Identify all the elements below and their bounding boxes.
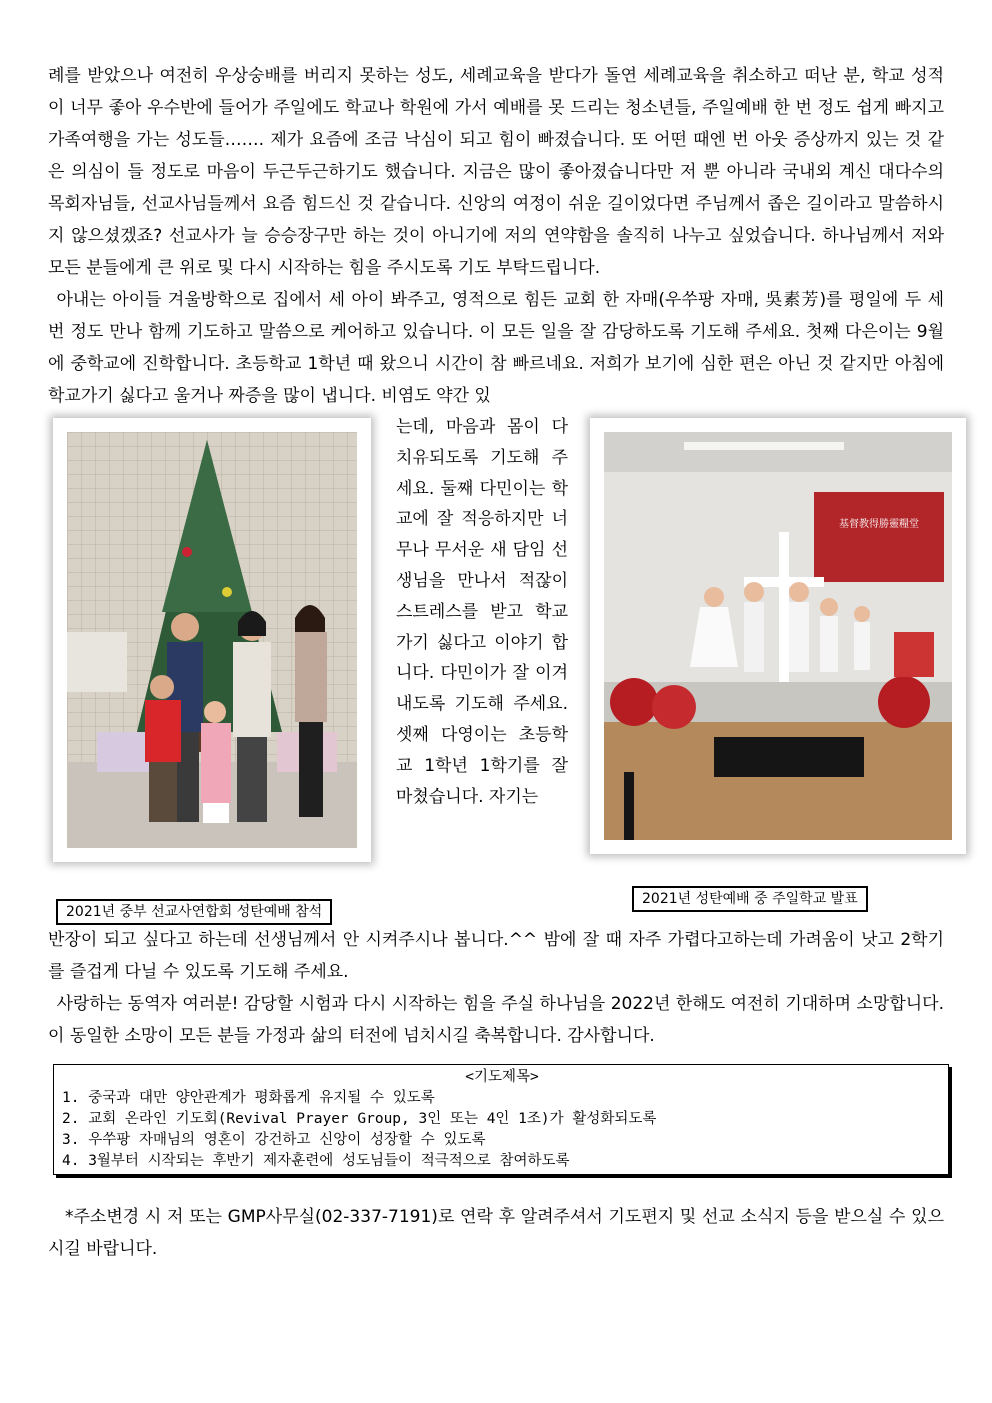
sunday-school-performance-photo xyxy=(590,418,966,854)
prayer-item: 3. 우쑤팡 자매님의 영혼이 강건하고 신앙이 성장할 수 있도록 xyxy=(62,1132,486,1148)
prayer-item: 1. 중국과 대만 양안관계가 평화롭게 유지될 수 있도록 xyxy=(62,1090,435,1106)
family-photo-image xyxy=(67,432,357,848)
letter-page xyxy=(48,60,944,1282)
paragraph-youngest: 반장이 되고 싶다고 하는데 선생님께서 안 시켜주시나 봅니다.^^ 밤에 잘 때 자주 가렵다고하는데 가려움이 낫고 2학기를 즐겁게 다닐 수 있도록 기도해 주세요. xyxy=(48,930,944,982)
performance-photo-image xyxy=(604,432,952,840)
left-photo-caption: 2021년 중부 선교사연합회 성탄예배 참석 xyxy=(56,899,332,925)
prayer-item: 4. 3월부터 시작되는 후반기 제자훈련에 성도님들이 적극적으로 참여하도록 xyxy=(62,1153,570,1169)
photo-section xyxy=(48,412,944,920)
screen-text: 基督教得勝靈糧堂 xyxy=(839,519,919,530)
prayer-title: <기도제목> xyxy=(465,1069,539,1085)
prayer-item: 2. 교회 온라인 기도회(Revival Prayer Group, 3인 또는 4인 1조)가 활성화되도록 xyxy=(62,1111,657,1127)
paragraph-children-prayer: 는데, 마음과 몸이 다 치유되도록 기도해 주세요. 둘째 다민이는 학교에 잘 적응하지만 너무나 무서운 새 담임 선생님을 만나서 적잖이 스트레스를 받고 학교가기 싫다고 이야기 합니다. 다민이가 잘 이겨내도록 기도해 주세요. 셋째 다영이는 초등학교 1학년 1학기를 잘 마쳤습니다. 자기는 xyxy=(396,417,568,807)
prayer-requests-box xyxy=(53,1064,949,1175)
address-change-notice: *주소변경 시 저 또는 GMP사무실(02-337-7191)로 연락 후 알려주셔서 기도편지 및 선교 소식지 등을 받으실 수 있으시길 바랍니다. xyxy=(48,1207,944,1259)
christmas-tree-family-photo xyxy=(53,418,371,862)
paragraph-closing: 사랑하는 동역자 여러분! 감당할 시험과 다시 시작하는 힘을 주실 하나님을 2022년 한해도 여전히 기대하며 소망합니다. 이 동일한 소망이 모든 분들 가정과 삶의 터전에 넘치시길 축복합니다. 감사합니다. xyxy=(48,994,944,1046)
paragraph-burnout: 례를 받았으나 여전히 우상숭배를 버리지 못하는 성도, 세례교육을 받다가 돌연 세례교육을 취소하고 떠난 분, 학교 성적이 너무 좋아 우수반에 들어가 주일에도 학교나 학원에 가서 예배를 못 드리는 청소년들, 주일예배 한 번 정도 쉽게 빠지고 가족여행을 가는 성도들……. 제가 요즘에 조금 낙심이 되고 힘이 빠졌습니다. 또 어떤 때엔 번 아웃 증상까지 있는 것 같은 의심이 들 정도로 마음이 두근두근하기도 했습니다. 지금은 많이 좋아졌습니다만 저 뿐 아니라 국내외 계신 대다수의 목회자님들, 선교사님들께서 요즘 힘드신 것 같습니다. 신앙의 여정이 쉬운 길이었다면 주님께서 좁은 길이라고 말씀하시지 않으셨겠죠? 선교사가 늘 승승장구만 하는 것이 아니기에 저의 연약함을 솔직히 나누고 싶었습니다. 하나님께서 저와 모든 분들에게 큰 위로 및 다시 시작하는 힘을 주시도록 기도 부탁드립니다. xyxy=(48,66,944,278)
paragraph-family: 아내는 아이들 겨울방학으로 집에서 세 아이 봐주고, 영적으로 힘든 교회 한 자매(우쑤팡 자매, 吳素芳)를 평일에 두 세 번 정도 만나 함께 기도하고 말씀으로 케어하고 있습니다. 이 모든 일을 잘 감당하도록 기도해 주세요. 첫째 다은이는 9월에 중학교에 진학합니다. 초등학교 1학년 때 왔으니 시간이 참 빠르네요. 저희가 보기에 심한 편은 아닌 것 같지만 아침에 학교가기 싫다고 울거나 짜증을 많이 냅니다. 비염도 약간 있 xyxy=(48,290,944,406)
right-photo-caption: 2021년 성탄예배 중 주일학교 발표 xyxy=(632,886,868,912)
